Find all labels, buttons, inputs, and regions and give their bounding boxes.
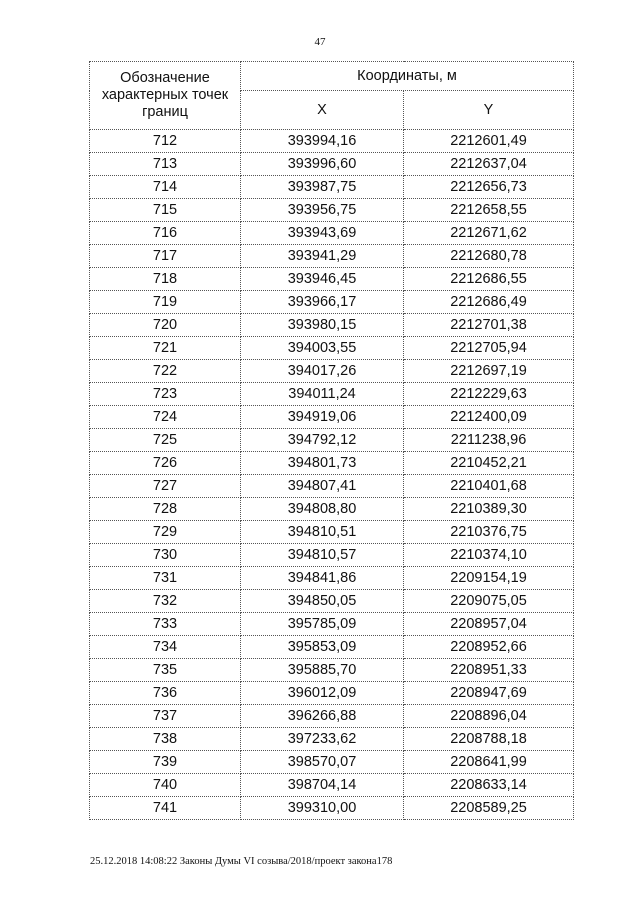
- cell-point-id: 737: [90, 705, 241, 728]
- header-x: X: [241, 91, 404, 130]
- table-row: [90, 245, 574, 268]
- cell-x: 394003,55: [241, 337, 404, 360]
- cell-y: 2210452,21: [404, 452, 574, 475]
- cell-y: 2210374,10: [404, 544, 574, 567]
- table-row: [90, 613, 574, 636]
- cell-y: 2208641,99: [404, 751, 574, 774]
- table-row: [90, 429, 574, 452]
- cell-y: 2212701,38: [404, 314, 574, 337]
- coordinates-table: [89, 61, 574, 820]
- cell-point-id: 721: [90, 337, 241, 360]
- table-row: [90, 636, 574, 659]
- cell-point-id: 740: [90, 774, 241, 797]
- cell-point-id: 718: [90, 268, 241, 291]
- cell-point-id: 735: [90, 659, 241, 682]
- cell-y: 2212637,04: [404, 153, 574, 176]
- cell-x: 393980,15: [241, 314, 404, 337]
- cell-y: 2212686,55: [404, 268, 574, 291]
- cell-x: 394801,73: [241, 452, 404, 475]
- footer-path: 25.12.2018 14:08:22 Законы Думы VI созыва/2018/проект закона178: [90, 856, 393, 867]
- cell-x: 394808,80: [241, 498, 404, 521]
- table-row: [90, 130, 574, 153]
- table-row: [90, 176, 574, 199]
- cell-point-id: 728: [90, 498, 241, 521]
- cell-point-id: 738: [90, 728, 241, 751]
- cell-x: 394841,86: [241, 567, 404, 590]
- cell-y: 2212229,63: [404, 383, 574, 406]
- cell-y: 2212656,73: [404, 176, 574, 199]
- cell-x: 393943,69: [241, 222, 404, 245]
- table-row: [90, 774, 574, 797]
- cell-point-id: 715: [90, 199, 241, 222]
- cell-point-id: 731: [90, 567, 241, 590]
- cell-x: 394919,06: [241, 406, 404, 429]
- table-row: [90, 659, 574, 682]
- table-row: [90, 475, 574, 498]
- table-row: [90, 544, 574, 567]
- cell-point-id: 725: [90, 429, 241, 452]
- cell-y: 2208947,69: [404, 682, 574, 705]
- cell-x: 395853,09: [241, 636, 404, 659]
- cell-y: 2208896,04: [404, 705, 574, 728]
- cell-x: 399310,00: [241, 797, 404, 820]
- cell-point-id: 739: [90, 751, 241, 774]
- cell-x: 394017,26: [241, 360, 404, 383]
- cell-point-id: 724: [90, 406, 241, 429]
- table-row: [90, 222, 574, 245]
- table-row: [90, 682, 574, 705]
- cell-y: 2210401,68: [404, 475, 574, 498]
- cell-x: 394792,12: [241, 429, 404, 452]
- cell-x: 393996,60: [241, 153, 404, 176]
- cell-x: 394011,24: [241, 383, 404, 406]
- header-point-designation: Обозначение характерных точек границ: [90, 62, 241, 130]
- cell-x: 394807,41: [241, 475, 404, 498]
- table-row: [90, 337, 574, 360]
- cell-y: 2209075,05: [404, 590, 574, 613]
- cell-point-id: 720: [90, 314, 241, 337]
- table-row: [90, 705, 574, 728]
- cell-y: 2210389,30: [404, 498, 574, 521]
- cell-point-id: 712: [90, 130, 241, 153]
- table-row: [90, 314, 574, 337]
- cell-x: 393941,29: [241, 245, 404, 268]
- cell-x: 393994,16: [241, 130, 404, 153]
- table-row: [90, 199, 574, 222]
- table-row: [90, 268, 574, 291]
- cell-y: 2212601,49: [404, 130, 574, 153]
- table-row: [90, 567, 574, 590]
- cell-point-id: 719: [90, 291, 241, 314]
- cell-x: 396012,09: [241, 682, 404, 705]
- cell-y: 2212400,09: [404, 406, 574, 429]
- table-row: [90, 383, 574, 406]
- cell-x: 398570,07: [241, 751, 404, 774]
- cell-x: 393946,45: [241, 268, 404, 291]
- cell-point-id: 723: [90, 383, 241, 406]
- table-row: [90, 406, 574, 429]
- cell-y: 2212697,19: [404, 360, 574, 383]
- table-row: [90, 153, 574, 176]
- cell-point-id: 729: [90, 521, 241, 544]
- table-row: [90, 452, 574, 475]
- cell-point-id: 727: [90, 475, 241, 498]
- cell-point-id: 726: [90, 452, 241, 475]
- cell-x: 396266,88: [241, 705, 404, 728]
- cell-point-id: 734: [90, 636, 241, 659]
- cell-point-id: 717: [90, 245, 241, 268]
- cell-point-id: 736: [90, 682, 241, 705]
- table-row: [90, 728, 574, 751]
- table-row: [90, 521, 574, 544]
- table-row: [90, 797, 574, 820]
- page-number: 47: [314, 36, 326, 48]
- cell-y: 2212686,49: [404, 291, 574, 314]
- table-row: [90, 590, 574, 613]
- table-row: [90, 751, 574, 774]
- cell-y: 2208951,33: [404, 659, 574, 682]
- cell-y: 2208589,25: [404, 797, 574, 820]
- cell-x: 393966,17: [241, 291, 404, 314]
- cell-y: 2212671,62: [404, 222, 574, 245]
- cell-x: 394810,57: [241, 544, 404, 567]
- cell-x: 394850,05: [241, 590, 404, 613]
- cell-y: 2212705,94: [404, 337, 574, 360]
- cell-point-id: 713: [90, 153, 241, 176]
- header-y: Y: [404, 91, 574, 130]
- cell-x: 395885,70: [241, 659, 404, 682]
- cell-y: 2212658,55: [404, 199, 574, 222]
- cell-y: 2208957,04: [404, 613, 574, 636]
- table-row: [90, 360, 574, 383]
- cell-point-id: 733: [90, 613, 241, 636]
- table-row: [90, 291, 574, 314]
- cell-point-id: 722: [90, 360, 241, 383]
- cell-y: 2211238,96: [404, 429, 574, 452]
- cell-x: 395785,09: [241, 613, 404, 636]
- cell-x: 393987,75: [241, 176, 404, 199]
- cell-y: 2210376,75: [404, 521, 574, 544]
- cell-x: 397233,62: [241, 728, 404, 751]
- cell-point-id: 730: [90, 544, 241, 567]
- cell-y: 2212680,78: [404, 245, 574, 268]
- cell-y: 2209154,19: [404, 567, 574, 590]
- table-body: [90, 130, 574, 820]
- table-row: [90, 498, 574, 521]
- cell-y: 2208952,66: [404, 636, 574, 659]
- cell-point-id: 732: [90, 590, 241, 613]
- cell-point-id: 714: [90, 176, 241, 199]
- cell-x: 394810,51: [241, 521, 404, 544]
- cell-x: 398704,14: [241, 774, 404, 797]
- cell-point-id: 741: [90, 797, 241, 820]
- cell-x: 393956,75: [241, 199, 404, 222]
- header-coordinates: Координаты, м: [241, 62, 574, 91]
- cell-y: 2208788,18: [404, 728, 574, 751]
- cell-point-id: 716: [90, 222, 241, 245]
- cell-y: 2208633,14: [404, 774, 574, 797]
